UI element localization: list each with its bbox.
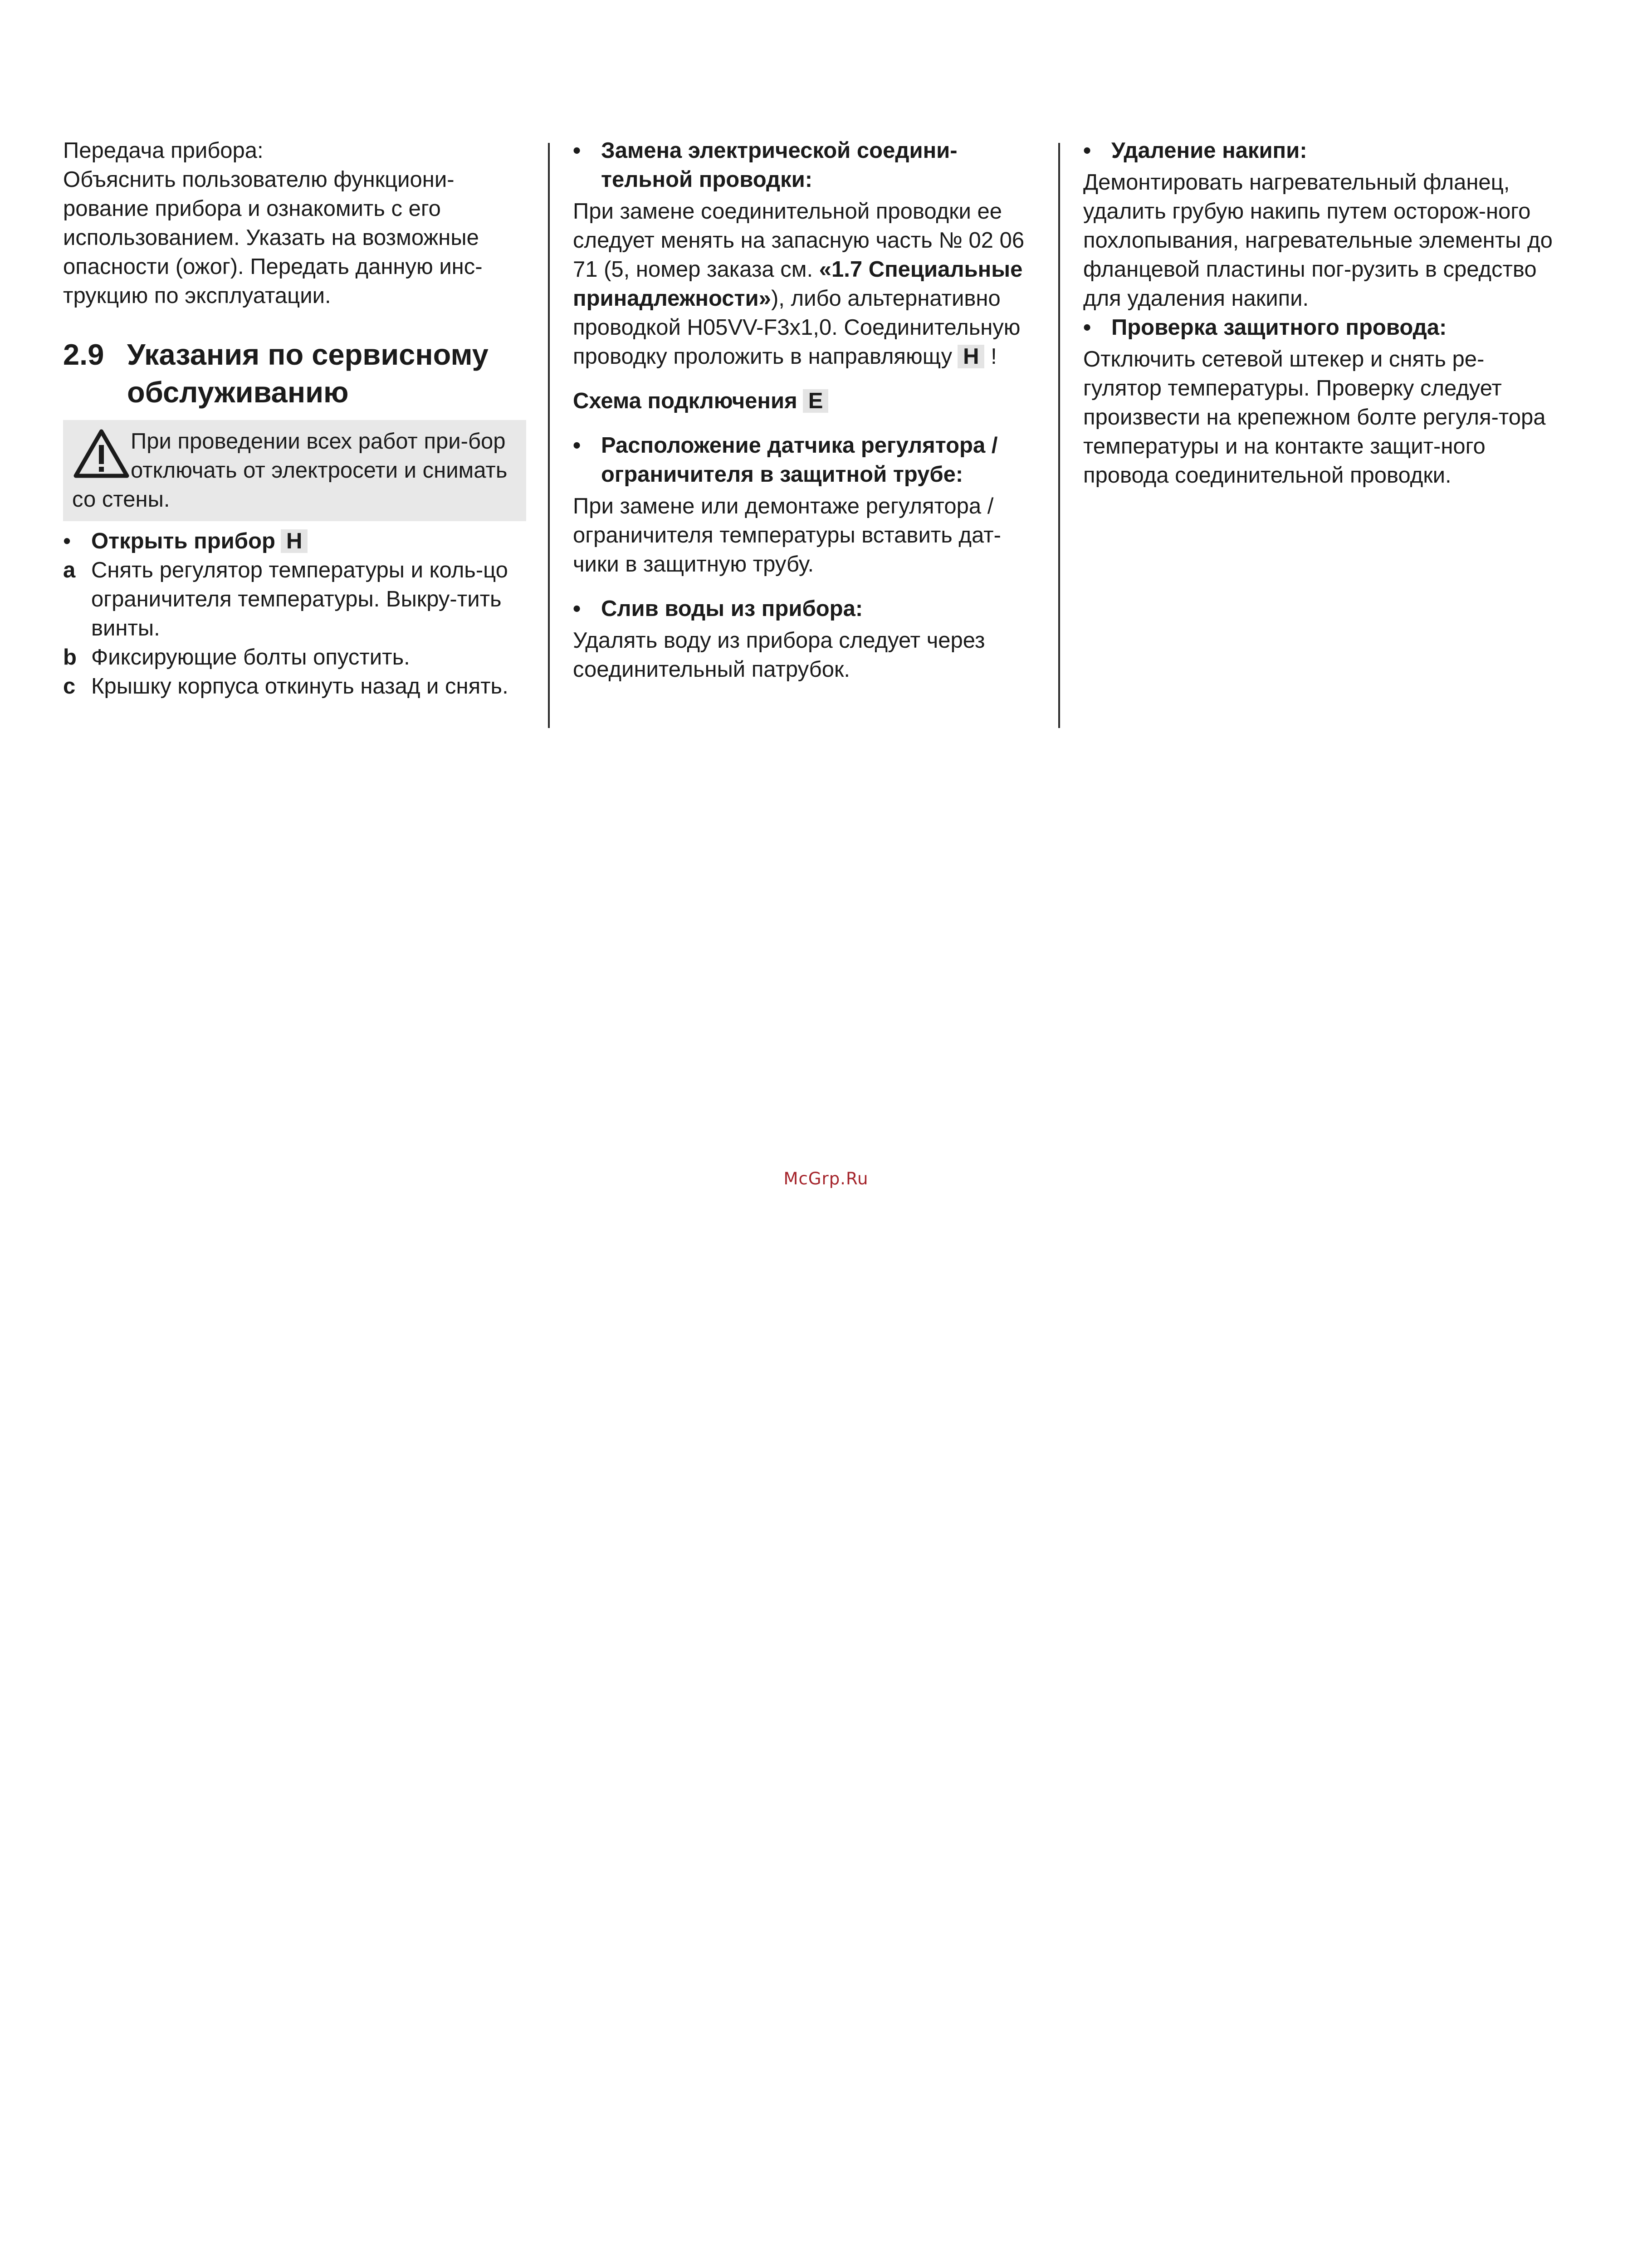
figure-ref-h: H [281,529,308,553]
handover-title: Передача прибора: [63,138,264,163]
bullet-sensor-position: • Расположение датчика регулятора / ограничителя в защитной трубе: [573,431,1040,489]
protective-wire-title: Проверка защитного провода: [1111,315,1447,340]
bullet-protective-wire: • Проверка защитного провода: [1083,313,1555,342]
cable-replacement-text: При замене соединительной проводки ее следует менять на запасную часть № 02 06 71 (5, номер заказа см. «1.7 Специальные принадлежности»), либо альтернативно проводкой H05VV-F3x1,0. Соединительную проводку проложить в направляющу H ! [573,199,1025,369]
warning-text: При проведении всех работ при-бор отключать от электросети и снимать со стены. [72,429,508,512]
water-drain-title: Слив воды из прибора: [601,596,863,621]
column-middle [573,136,1040,684]
descaling-title: Удаление накипи: [1111,138,1307,163]
cable-replacement-title: Замена электрической соедини-тельной проводки: [601,138,958,192]
wiring-diagram-ref: Схема подключения E [573,386,1040,415]
bullet: • [63,529,71,553]
water-drain-text: Удалять воду из прибора следует через соединительный патрубок. [573,628,985,682]
figure-ref-h: H [958,345,984,368]
section-title: Указания по сервисному обслуживанию [127,338,489,409]
list-item-b: b Фиксирующие болты опустить. [63,645,410,670]
column-left [63,136,526,701]
column-right [1083,136,1555,490]
bullet-water-drain: • Слив воды из прибора: [573,594,1040,623]
section-number: 2.9 [63,338,104,371]
bullet-descaling: • Удаление накипи: [1083,136,1555,165]
footer-watermark: McGrp.Ru [783,1169,869,1188]
bullet-cable-replacement: • Замена электрической соедини-тельной проводки: [573,136,1040,194]
list-item-a: a Снять регулятор температуры и коль-цо ограничителя температуры. Выкру-тить винты. [63,558,508,640]
section-heading [63,336,526,411]
sensor-position-title: Расположение датчика регулятора / ограничителя в защитной трубе: [601,433,998,487]
warning-triangle-icon [72,427,131,480]
open-device-label: Открыть прибор [91,529,275,553]
handover-text: Объяснить пользователю функциони-рование прибора и ознакомить с его использованием. Указать на возможные опасности (ожог). Передать данную инс-трукцию по эксплуатации. [63,167,483,308]
column-divider-1 [548,143,550,728]
sensor-position-text: При замене или демонтаже регулятора / ограничителя температуры вставить дат-чики в защитную трубу. [573,494,1001,577]
list-item-c: c Крышку корпуса откинуть назад и снять. [63,674,508,699]
warning-box [63,420,526,521]
column-divider-2 [1058,143,1060,728]
descaling-text: Демонтировать нагревательный фланец, удалить грубую накипь путем осторож-ного похлопывания, нагревательные элементы до фланцевой пластины пог-рузить в средство для удаления накипи. [1083,170,1553,311]
figure-ref-e: E [803,389,829,413]
open-device-step [63,527,526,556]
protective-wire-text: Отключить сетевой штекер и снять ре-гулятор температуры. Проверку следует произвести на крепежном болте регуля-тора температуры и на контакте защит-ного провода соединительной проводки. [1083,347,1546,488]
